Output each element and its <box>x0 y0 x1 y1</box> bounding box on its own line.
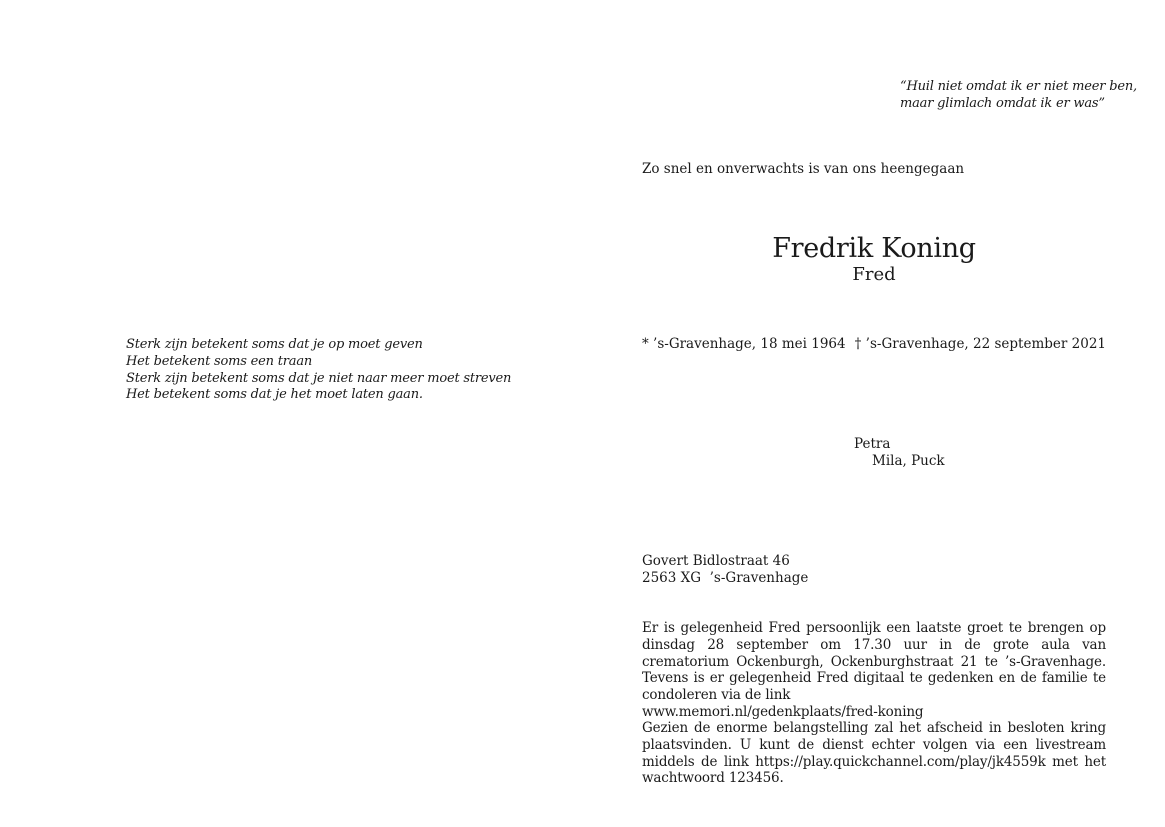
correspondence-address <box>642 553 808 587</box>
farewell-paragraph <box>642 620 1106 721</box>
poem <box>126 337 511 404</box>
family-partner: Petra <box>854 436 891 452</box>
epigraph-line-1: “Huil niet omdat ik er niet meer ben, <box>900 79 1137 94</box>
family-names <box>854 436 945 470</box>
address-street: Govert Bidlostraat 46 <box>642 553 790 569</box>
poem-line: Sterk zijn betekent soms dat je op moet geven <box>126 337 423 352</box>
death-date: † ’s-Gravenhage, 22 september 2021 <box>854 336 1106 352</box>
family-children: Mila, Puck <box>872 453 945 469</box>
deceased-name-block <box>700 232 1048 286</box>
address-city: 2563 XG ’s-Gravenhage <box>642 570 809 586</box>
deceased-full-name: Fredrik Koning <box>772 233 976 264</box>
deceased-nickname: Fred <box>852 264 896 285</box>
announcement-intro: Zo snel en onverwachts is van ons heengegaan <box>642 161 965 177</box>
farewell-text: Er is gelegenheid Fred persoonlijk een laatste groet te brengen op dinsdag 28 september om 17.30 uur in de grote aula van crematorium Ockenburgh, Ockenburghstraat 21 te ’s-Gravenhage. Tevens is er gelegenheid Fred digitaal te gedenken en de familie te condoleren via de link <box>642 620 1106 704</box>
memorial-link[interactable]: www.memori.nl/gedenkplaats/fred-koning <box>642 703 924 720</box>
livestream-paragraph: Gezien de enorme belangstelling zal het afscheid in besloten kring plaatsvinden. U kunt de dienst echter volgen via een livestream middels de link https://play.quickchannel.com/play/jk4559k met het wachtwoord 123456. <box>642 720 1106 787</box>
poem-line: Het betekent soms een traan <box>126 353 313 369</box>
epigraph-line-2: maar glimlach omdat ik er was” <box>900 96 1105 111</box>
poem-line: Het betekent soms dat je het moet laten gaan. <box>126 387 423 403</box>
poem-line: Sterk zijn betekent soms dat je niet naar meer moet streven <box>126 370 512 386</box>
epigraph-quote <box>900 78 1140 112</box>
birth-date: * ’s-Gravenhage, 18 mei 1964 <box>642 336 846 352</box>
